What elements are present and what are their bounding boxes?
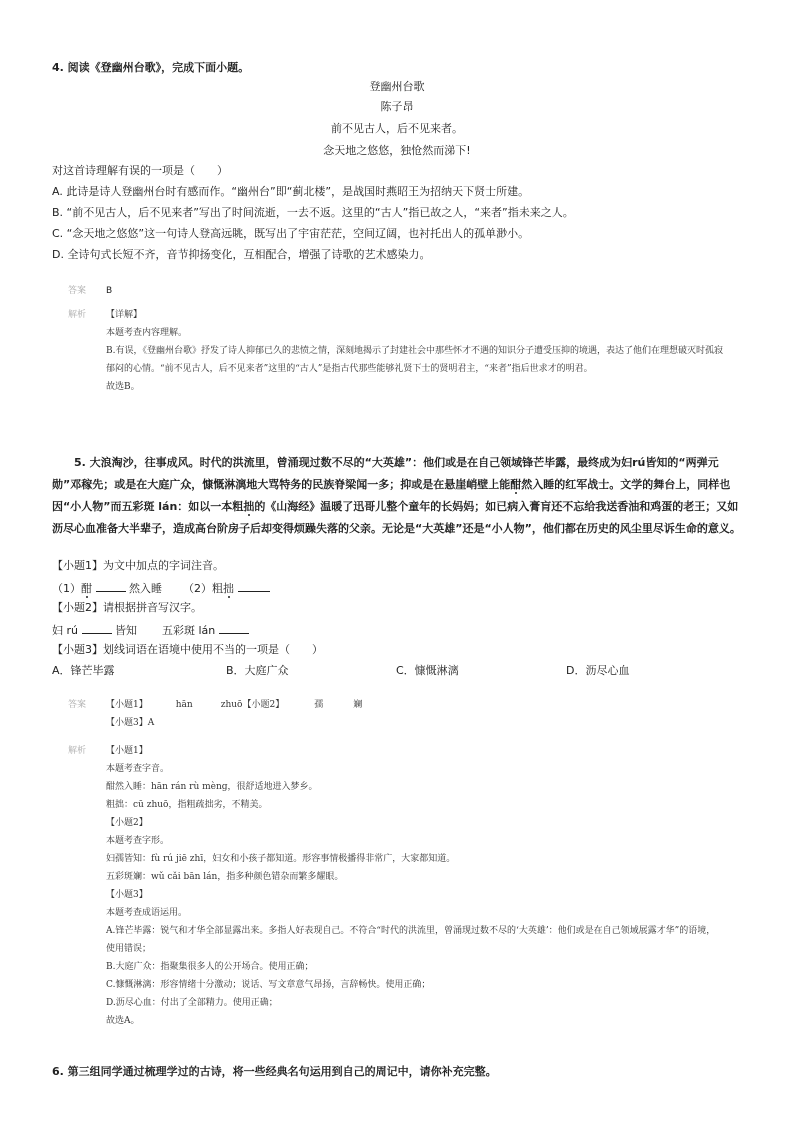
q5-sub2-a-label: 妇 rú: [52, 624, 78, 637]
q5-answer-label: 答案: [68, 700, 87, 710]
q6-heading: 6. 第三组同学通过梳理学过的古诗，将一些经典名句运用到自己的周记中，请你补充完整。: [52, 1065, 497, 1078]
q4-analysis-line: 故选B。: [106, 382, 140, 392]
q5-passage: [52, 452, 742, 540]
q5-sub3-option-c: C．慷慨淋漓: [396, 664, 459, 677]
q5-dotted-char: 拙: [243, 500, 255, 513]
q5-sub2-a-suffix: 皆知: [115, 624, 137, 637]
q5-answer-line-1: [106, 696, 724, 714]
q5-analysis-line: 本题考查字形。: [106, 836, 170, 846]
q4-analysis-line: 本题考查内容理解。: [106, 328, 188, 338]
q5-analysis: [106, 742, 724, 1030]
q4-option-d: D. 全诗句式长短不齐，音节抑扬变化，互相配合，增强了诗歌的艺术感染力。: [52, 248, 431, 261]
answer-part: hān: [175, 700, 193, 710]
q5-analysis-line: A.锋芒毕露：锐气和才华全部显露出来。多指人好表现自己。不符合“时代的洪流里，曾涌现过数不尽的‘大英雄’：他们或是在自己领域展露才华”的语境，使用错误；: [106, 926, 716, 954]
q5-sub1: 【小题1】为文中加点的字词注音。: [52, 559, 224, 572]
q4-heading: 4. 阅读《登幽州台歌》，完成下面小题。: [52, 61, 250, 74]
q5-sub2-b-label: 五彩斑 lán: [162, 624, 216, 637]
answer-part: zhuō: [220, 700, 243, 710]
q5-dotted-char: 酣: [510, 478, 522, 491]
q5-sub3: 【小题3】划线词语在语境中使用不当的一项是（ ）: [52, 643, 323, 656]
q5-sub3-option-d: D．沥尽心血: [566, 664, 630, 677]
answer-part: 【小题2】: [242, 700, 285, 710]
q5-analysis-line: 本题考查成语运用。: [106, 908, 188, 918]
q5-analysis-line: 【小题3】: [106, 890, 148, 900]
q5-analysis-line: 粗拙：cū zhuō，指粗疏拙劣，不精美。: [106, 800, 268, 810]
q5-sub1-a-prefix: （1）: [52, 582, 81, 595]
q5-analysis-line: 【小题1】: [106, 746, 148, 756]
q4-analysis-line: B.有误，《登幽州台歌》抒发了诗人抑郁已久的悲愤之情，深刻地揭示了封建社会中那些怀才不遇的知识分子遭受压抑的境遇，表达了他们在理想破灭时孤寂郁闷的心情。“前不见古人，后不见来者”这里的“古人”是指古代那些能够礼贤下士的贤明君主，“来者”指后世求才的明君。: [106, 346, 723, 374]
q5-analysis-line: 故选A。: [106, 1016, 140, 1026]
q4-question: 对这首诗理解有误的一项是（ ）: [52, 164, 228, 177]
q5-passage-part: 5. 大浪淘沙，往事成风。时代的洪流里，曾涌现过数不尽的“大英雄”：他们或是在自己领域锋芒毕露，最终成为妇rú皆知的“两弹元勋”邓稼先；或是在大庭广众，慷慨淋漓地大骂特务的民族脊梁闻一多；抑或是在悬崖峭壁上能: [52, 456, 719, 491]
answer-part: 孺: [314, 700, 324, 710]
q5-analysis-line: 妇孺皆知：fù rú jiē zhī，妇女和小孩子都知道。形容事情极播得非常广，大家都知道。: [106, 854, 456, 864]
q4-answer-value: B: [106, 286, 113, 296]
q5-sub2-b-blank[interactable]: [219, 621, 249, 634]
q5-sub1-items: [52, 579, 270, 597]
q5-sub1-b-blank[interactable]: [238, 579, 270, 592]
q4-option-a: A. 此诗是诗人登幽州台时有感而作。“幽州台”即“蓟北楼”，是战国时燕昭王为招纳天下贤士所建。: [52, 185, 530, 198]
q5-sub2-items: [52, 621, 249, 639]
q5-analysis-line: B.大庭广众：指聚集很多人的公开场合。使用正确；: [106, 962, 314, 972]
q5-analysis-line: 五彩斑斓：wǔ cǎi bān lán，指多种颜色错杂而繁多耀眼。: [106, 872, 344, 882]
q5-sub1-b-char: 拙: [223, 582, 234, 595]
q4-answer-label: 答案: [68, 286, 87, 296]
q5-sub2: 【小题2】请根据拼音写汉字。: [52, 601, 202, 614]
q5-passage-part: 然入睡的红军战士。文学的舞台上，同样也因“小人物”而五彩斑 lán：如以一本粗: [52, 478, 731, 513]
q5-passage-part: 的《山海经》温暖了迅哥儿整个童年的长妈妈；如已病入膏肓还不忘给我送香油和鸡蛋的老王；又如沥尽心血准备大半辈子，造成高台阶房子后却变得烦躁失落的父亲。无论是“大英雄”还是“小人物”，他们都在历史的风尘里尽诉生命的意义。: [52, 500, 741, 535]
q5-sub2-a-blank[interactable]: [82, 621, 112, 634]
q5-sub1-a-suffix: 然入睡: [129, 582, 162, 595]
q5-sub3-option-b: B．大庭广众: [226, 664, 289, 677]
poem-title: 登幽州台歌: [369, 80, 425, 93]
answer-part: 【小题1】: [106, 700, 148, 710]
q4-option-c: C. “念天地之悠悠”这一句诗人登高远眺，既写出了宇宙茫茫，空间辽阔，也衬托出人的孤单渺小。: [52, 227, 530, 240]
q4-analysis: [106, 306, 724, 396]
q4-analysis-label: 解析: [68, 310, 87, 320]
poem-line-2: 念天地之悠悠，独怆然而涕下!: [323, 144, 471, 157]
q5-analysis-line: 本题考查字音。: [106, 764, 170, 774]
q5-analysis-label: 解析: [68, 746, 87, 756]
q5-sub1-a-blank[interactable]: [96, 579, 126, 592]
q5-analysis-line: 酣然入睡：hān rán rù mèng，很舒适地进入梦乡。: [106, 782, 318, 792]
q4-option-b: B. “前不见古人，后不见来者”写出了时间流逝，一去不返。这里的“古人”指已故之人，“来者”指未来之人。: [52, 206, 574, 219]
q5-sub3-option-a: A．锋芒毕露: [52, 664, 115, 677]
q5-analysis-line: 【小题2】: [106, 818, 148, 828]
q5-sub1-b-prefix: （2）粗: [183, 582, 223, 595]
q4-analysis-line: 【详解】: [106, 310, 143, 320]
q5-analysis-line: C.慷慨淋漓：形容情绪十分激动；说话、写文章意气昂扬，言辞畅快。使用正确；: [106, 980, 431, 990]
poem-author: 陈子昂: [380, 100, 414, 113]
q5-answer-line-2: 【小题3】A: [106, 718, 155, 728]
q5-sub1-a-char: 酣: [81, 582, 92, 595]
answer-part: 斓: [353, 700, 363, 710]
q5-analysis-line: D.沥尽心血：付出了全部精力。使用正确；: [106, 998, 278, 1008]
poem-line-1: 前不见古人，后不见来者。: [331, 122, 463, 135]
q5-answer: [106, 696, 724, 732]
